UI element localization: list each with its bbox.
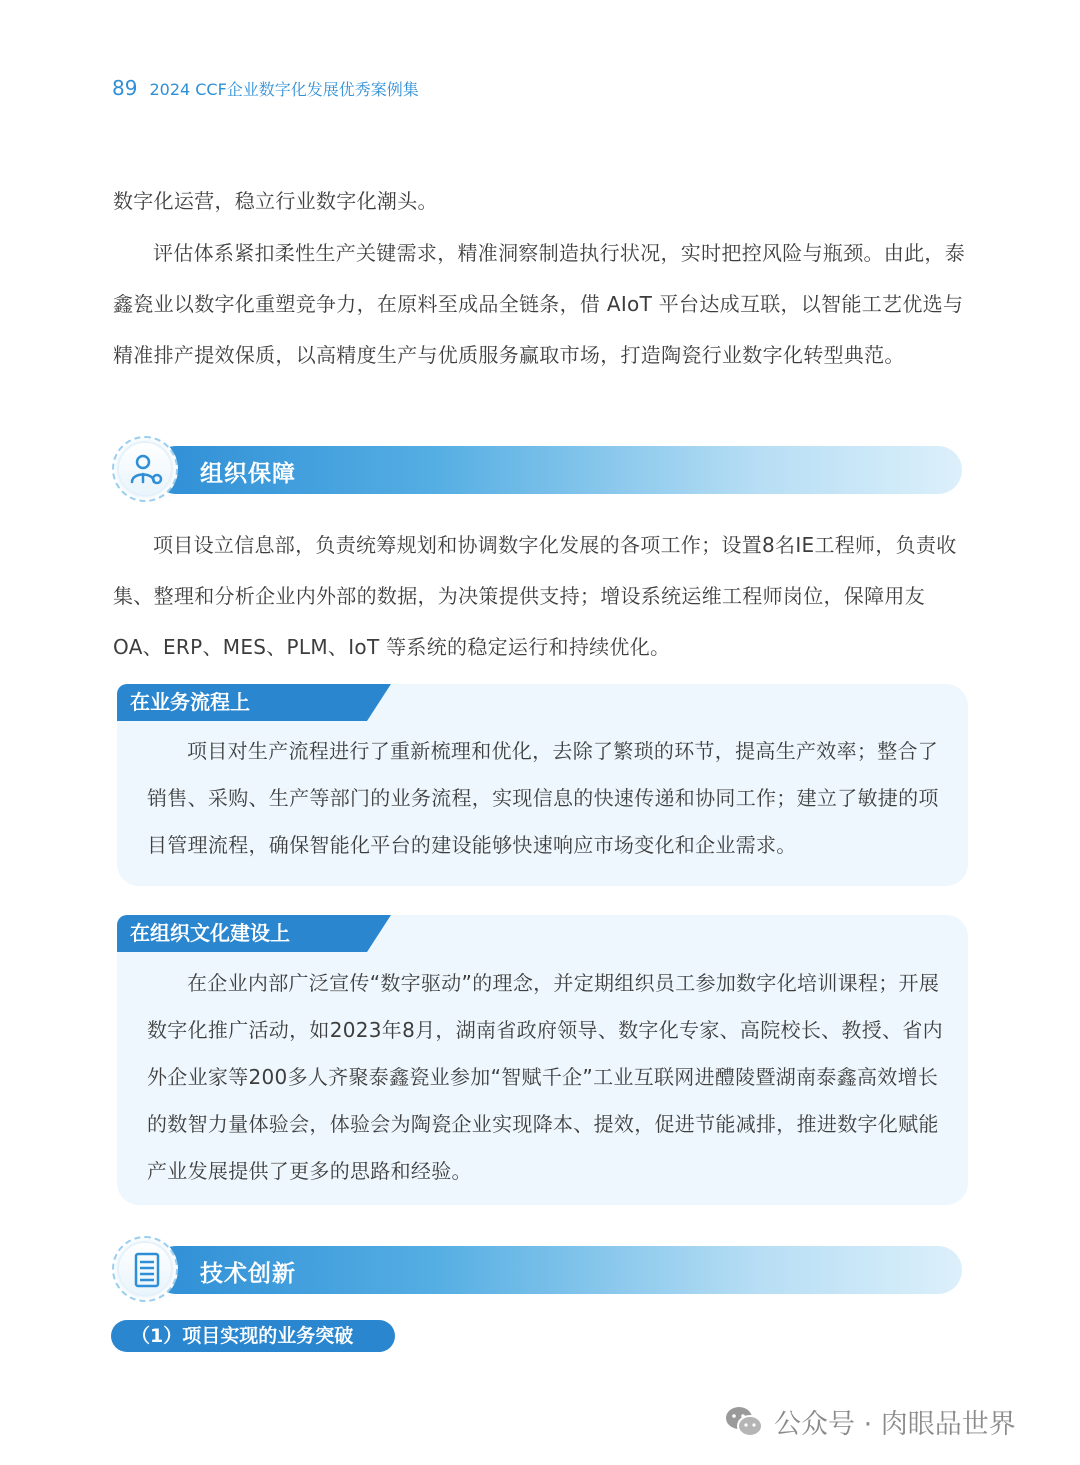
page-number: 89 <box>112 76 138 100</box>
wechat-icon <box>724 1405 764 1439</box>
section-heading-tech <box>112 1236 962 1304</box>
running-header <box>112 76 419 100</box>
culture-box <box>117 915 968 1205</box>
intro-paragraph: 评估体系紧扣柔性生产关键需求，精准洞察制造执行状况，实时把控风险与瓶颈。由此，泰鑫瓷业以数字化重塑竞争力，在原料至成品全链条，借 AIoT 平台达成互联，以智能工艺优选与精准排产提效保质，以高精度生产与优质服务赢取市场，打造陶瓷行业数字化转型典范。 <box>113 241 965 367</box>
server-icon <box>127 1250 167 1290</box>
watermark-text: 公众号 · 肉眼品世界 <box>774 1409 1016 1440</box>
organization-paragraph: 项目设立信息部，负责统筹规划和协调数字化发展的各项工作；设置8名IE工程师，负责收集、整理和分析企业内外部的数据，为决策提供支持；增设系统运维工程师岗位，保障用友 OA、ERP、MES、PLM、IoT 等系统的稳定运行和持续优化。 <box>113 533 957 659</box>
intro-line: 数字化运营，稳立行业数字化潮头。 <box>113 189 438 213</box>
subheading-pill: （1）项目实现的业务突破 <box>111 1320 395 1352</box>
culture-text: 在企业内部广泛宣传“数字驱动”的理念，并定期组织员工参加数字化培训课程；开展数字化推广活动，如2023年8月，湖南省政府领导、数字化专家、高院校长、教授、省内外企业家等200多人齐聚泰鑫瓷业参加“智赋千企”工业互联网进醴陵暨湖南泰鑫高效增长的数智力量体验会，体验会为陶瓷企业实现降本、提效，促进节能减排，推进数字化赋能产业发展提供了更多的思路和经验。 <box>147 971 943 1183</box>
culture-tag: 在组织文化建设上 <box>117 915 367 952</box>
process-box <box>117 684 968 886</box>
section-title: 技术创新 <box>200 1261 296 1287</box>
process-text: 项目对生产流程进行了重新梳理和优化，去除了繁琐的环节，提高生产效率；整合了销售、采购、生产等部门的业务流程，实现信息的快速传递和协同工作；建立了敏捷的项目管理流程，确保智能化平台的建设能够快速响应市场变化和企业需求。 <box>147 739 939 857</box>
process-tag: 在业务流程上 <box>117 684 367 721</box>
section-heading-organization <box>112 436 962 504</box>
section-title: 组织保障 <box>200 461 296 487</box>
people-icon <box>127 450 167 490</box>
watermark <box>724 1402 1016 1441</box>
running-title: 2024 CCF企业数字化发展优秀案例集 <box>149 80 419 99</box>
